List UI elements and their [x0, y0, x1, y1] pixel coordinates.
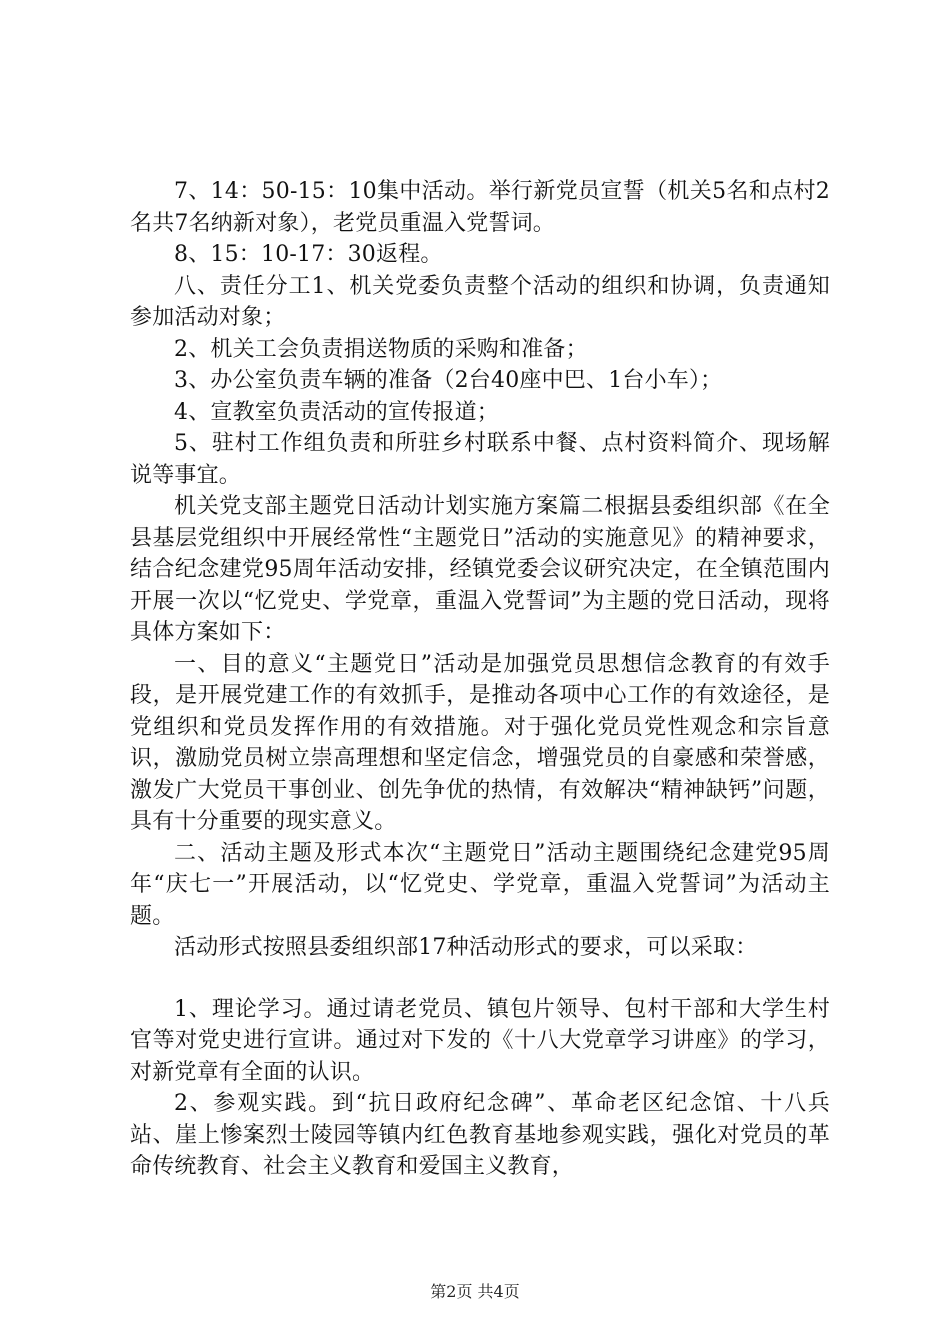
- document-body: [130, 176, 830, 1183]
- paragraph-1: 7、14：50-15：10集中活动。举行新党员宣誓（机关5名和点村2名共7名纳新对象），老党员重温入党誓词。: [130, 179, 830, 236]
- page-footer: 第2页 共4页: [430, 1282, 520, 1301]
- paragraph-13: 2、参观实践。到“抗日政府纪念碑”、革命老区纪念馆、十八兵站、崖上惨案烈士陵园等镇内红色教育基地参观实践，强化对党员的革命传统教育、社会主义教育和爱国主义教育，: [130, 1091, 830, 1179]
- paragraph-8: 机关党支部主题党日活动计划实施方案篇二根据县委组织部《在全县基层党组织中开展经常性“主题党日”活动的实施意见》的精神要求，结合纪念建党95周年活动安排，经镇党委会议研究决定，在全镇范围内开展一次以“忆党史、学党章，重温入党誓词”为主题的党日活动，现将具体方案如下：: [130, 494, 830, 645]
- paragraph-4: 2、机关工会负责捐送物质的采购和准备；: [174, 336, 588, 362]
- paragraph-7: 5、驻村工作组负责和所驻乡村联系中餐、点村资料简介、现场解说等事宜。: [130, 431, 830, 488]
- paragraph-6: 4、宣教室负责活动的宣传报道；: [174, 399, 499, 425]
- paragraph-2: 8、15：10-17：30返程。: [174, 242, 443, 267]
- paragraph-3: 八、责任分工1、机关党委负责整个活动的组织和协调，负责通知参加活动对象；: [130, 273, 830, 330]
- paragraph-5: 3、办公室负责车辆的准备（2台40座中巴、1台小车）；: [174, 368, 723, 393]
- paragraph-11: 活动形式按照县委组织部17种活动形式的要求，可以采取：: [174, 935, 758, 960]
- paragraph-9: 一、目的意义“主题党日”活动是加强党员思想信念教育的有效手段，是开展党建工作的有效抓手，是推动各项中心工作的有效途径，是党组织和党员发挥作用的有效措施。对于强化党员党性观念和宗旨意识，激励党员树立崇高理想和坚定信念，增强党员的自豪感和荣誉感，激发广大党员干事创业、创先争优的热情，有效解决“精神缺钙”问题，具有十分重要的现实意义。: [130, 651, 830, 834]
- paragraph-10: 二、活动主题及形式本次“主题党日”活动主题围绕纪念建党95周年“庆七一”开展活动，以“忆党史、学党章，重温入党誓词”为活动主题。: [130, 840, 830, 929]
- paragraph-12: 1、理论学习。通过请老党员、镇包片领导、包村干部和大学生村官等对党史进行宣讲。通过对下发的《十八大党章学习讲座》的学习，对新党章有全面的认识。: [130, 996, 830, 1085]
